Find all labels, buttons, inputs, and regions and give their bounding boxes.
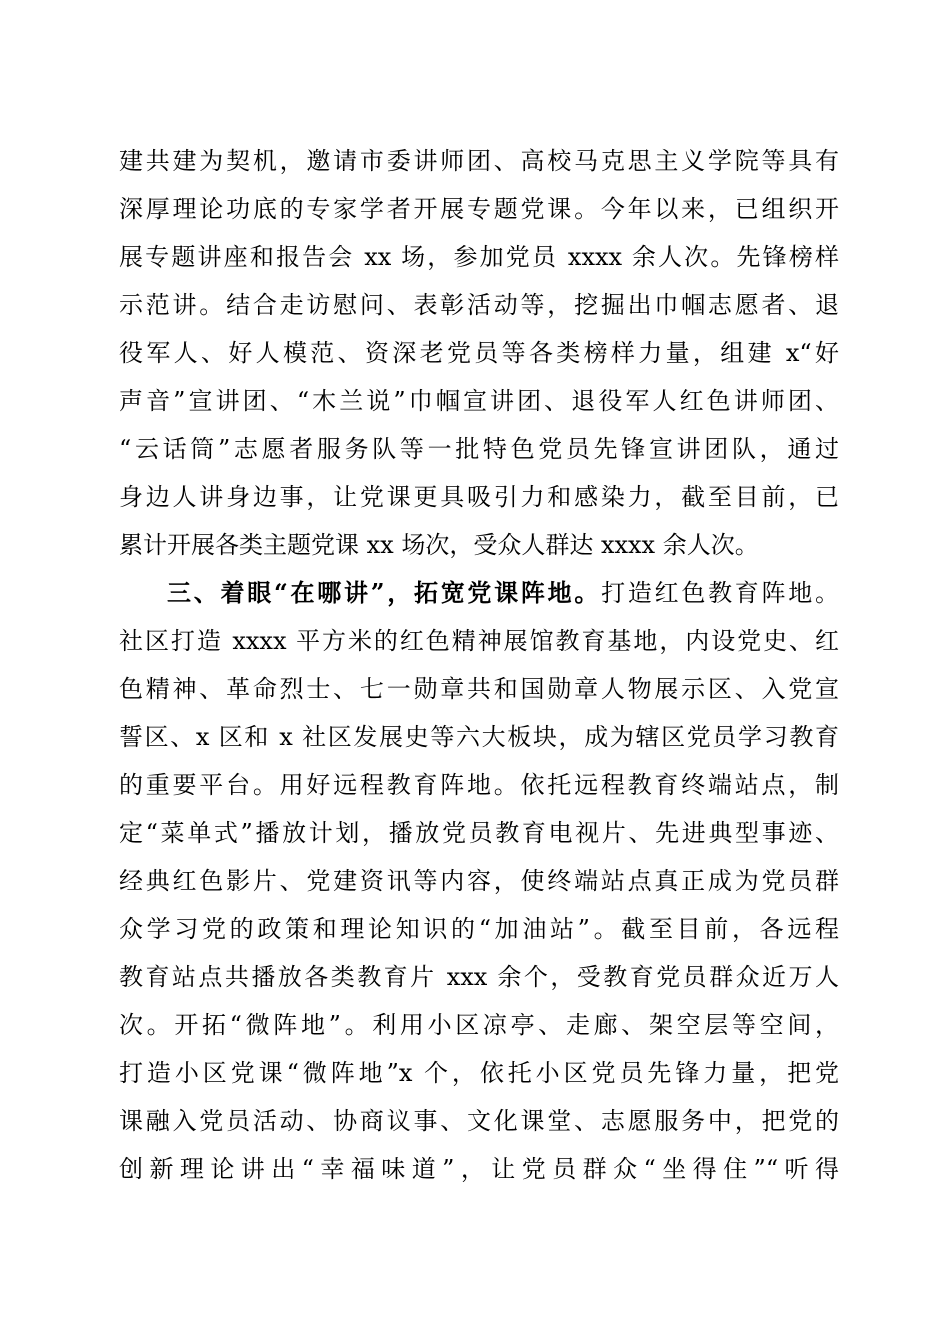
paragraph-line: 次。开拓“微阵地”。利用小区凉亭、走廊、架空层等空间，	[119, 1011, 839, 1039]
paragraph-line: 社区打造 xxxx 平方米的红色精神展馆教育基地，内设党史、红	[119, 627, 839, 655]
paragraph-line: 课融入党员活动、协商议事、文化课堂、志愿服务中，把党的	[119, 1107, 839, 1135]
paragraph-line: 打造小区党课“微阵地”x 个，依托小区党员先锋力量，把党	[119, 1059, 839, 1087]
section-heading: 三、着眼“在哪讲”，拓宽党课阵地。	[167, 578, 602, 607]
paragraph-line: 累计开展各类主题党课 xx 场次，受众人群达 xxxx 余人次。	[119, 531, 759, 559]
paragraph-line: 创新理论讲出“幸福味道”，让党员群众“坐得住”“听得	[119, 1155, 839, 1183]
paragraph-line: 经典红色影片、党建资讯等内容，使终端站点真正成为党员群	[119, 867, 839, 895]
paragraph-line: 展专题讲座和报告会 xx 场，参加党员 xxxx 余人次。先锋榜样	[119, 243, 839, 271]
paragraph-line: “云话筒”志愿者服务队等一批特色党员先锋宣讲团队，通过	[119, 435, 839, 463]
paragraph-line: 色精神、革命烈士、七一勋章共和国勋章人物展示区、入党宣	[119, 675, 839, 703]
paragraph-line: 建共建为契机，邀请市委讲师团、高校马克思主义学院等具有	[119, 147, 839, 175]
paragraph-line: 声音”宣讲团、“木兰说”巾帼宣讲团、退役军人红色讲师团、	[119, 387, 839, 415]
paragraph-line: 众学习党的政策和理论知识的“加油站”。截至目前，各远程	[119, 915, 839, 943]
paragraph-line: 定“菜单式”播放计划，播放党员教育电视片、先进典型事迹、	[119, 819, 839, 847]
section-first-line-rest: 打造红色教育阵地。	[601, 579, 840, 607]
paragraph-line: 身边人讲身边事，让党课更具吸引力和感染力，截至目前，已	[119, 483, 839, 511]
paragraph-line: 深厚理论功底的专家学者开展专题党课。今年以来，已组织开	[119, 195, 839, 223]
paragraph-line: 教育站点共播放各类教育片 xxx 余个，受教育党员群众近万人	[119, 963, 839, 991]
paragraph-line: 示范讲。结合走访慰问、表彰活动等，挖掘出巾帼志愿者、退	[119, 291, 839, 319]
paragraph-line: 役军人、好人模范、资深老党员等各类榜样力量，组建 x“好	[119, 339, 839, 367]
paragraph-line: 的重要平台。用好远程教育阵地。依托远程教育终端站点，制	[119, 771, 839, 799]
section-first-line	[167, 573, 839, 613]
paragraph-line: 誓区、x 区和 x 社区发展史等六大板块，成为辖区党员学习教育	[119, 723, 839, 751]
